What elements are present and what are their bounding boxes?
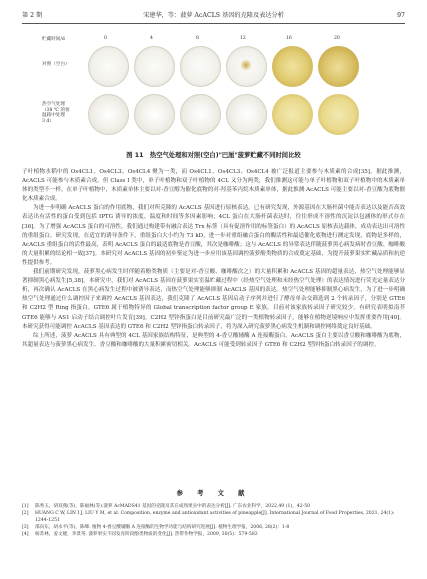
fruit-slice-control-day-20 bbox=[318, 46, 359, 87]
row-label-control: 对照（空白） bbox=[42, 62, 70, 67]
paragraph-1: 子叶植物水稻中的 Os4CL1、Os4CL3、Os4CL4 聚为一类，而 Os4CL1、Os4CL3、Os4CL4 被广泛报道主要参与木质素的合成[35]。据此推测，AcACLS 可能参与木质素合成。但 Class I 类中，单子叶植物和双子叶植物的 4CL 又分为两类，我们推测这可能与单子叶植物和双子叶植物中的木质素单体的类型不一样，在单子叶植物中，木质素单体主要以对-香豆醇为催化底物的对-羟基苯丙烷木质素单体，据此推测 AcACLS 可能主要以对-香豆酸为底物催化木质素合成。 bbox=[22, 169, 405, 203]
fruit-slice-control-day-4 bbox=[134, 46, 175, 87]
fruit-slice-control-day-16 bbox=[272, 46, 313, 87]
reference-item bbox=[22, 503, 405, 510]
fruit-slice-heat-day-4 bbox=[134, 94, 175, 135]
reference-number: [4] bbox=[22, 532, 29, 538]
fruit-slice-heat-day-20 bbox=[318, 94, 359, 135]
paragraph-4: 综上所述，菠萝 AcACLS 具有典型的 4CL 基因家族结构特征，是典型的 4-香豆酸辅酶 A 连接酶蛋白。AcACLS 蛋白主要以香豆酸和咖啡酸为底物，其超量表达与菠萝黑心病发生、香豆酸和咖啡酸的大量积累密切相关。AcACLS 可能受到转录因子 GTE6 和 C2H2 型锌指蛋白转录因子的调控。 bbox=[22, 332, 405, 348]
reference-text: 陈秀玉，胡双燕(等)，陈福林(等).菠萝 AcMADS41 基因的克隆及其在成熟果实中的表达分析[J]. 广东农业科学，2022,49 (1)，42-50 bbox=[35, 504, 311, 509]
running-header bbox=[22, 10, 405, 24]
paragraph-3: 我们前期研究发现，菠萝黑心病发生时伴随着酚类物质（主要是对-香豆酸、咖啡酸次之）的大量积累和 AcACLS 基因的超量表达，热空气处理能够显著抑制黑心病发生[5,38]。本研究中，我们对 AcACLS 基因在菠萝果实室温贮藏过程中（经热空气处理和未经热空气处理）的表达情况进行荧光定量表达分析，再次确认 AcACLS 在黑心病发生过程中被诱导表达，而热空气处理能够抑制 AcACLS 基因的表达。热空气处理能够抑制黑心病发生，为了进一步明确热空气处理通过什么调控因子来调控 AcACLS 基因表达，我们克隆了 AcACLS 基因启动子序列并进行了酵母单杂交筛选到 2 个转录因子，分别是 GTE6 和 C2H2 型 Ring 指蛋白。GTE6 属于植物特异的 Global transcription factor group E 家族，目前对该家族转录因子研究较少。有研究表明拟南芥 GTE6 能够与 AS1 启动子结合调控叶片发育[39]。C2H2 型锌指蛋白是目前研究最广泛的一类植物转录因子，能够在植物逆境响应中发挥重要作用[40]。本研究获得可能调控 AcACLS 基因表达的 GTE6 和 C2H2 型锌指蛋白转录因子，将为深入研究菠萝黑心病发生机制和调控网络奠定良好基础。 bbox=[22, 269, 405, 330]
reference-text: HUANG C W, LIN I J, LIU Y M, et al. Composition, enzyme and antioxidant activities of pineapple[J]. International Journal of Food Properties, 2021, 24(1): 1244-1251 bbox=[35, 511, 395, 524]
fruit-slice-control-day-8 bbox=[180, 46, 221, 87]
col-label-day-20: 20 bbox=[334, 36, 340, 41]
reference-number: [2] bbox=[22, 511, 29, 517]
reference-text: 杨苏林，姜文婕，李景英. 菠萝果实不同发育阶段酚类物质的变化[J]. 热带作物学报，2009, 30(5)：579-583 bbox=[35, 532, 258, 538]
fruit-slice-control-day-12 bbox=[226, 46, 267, 87]
col-label-day-8: 8 bbox=[196, 36, 199, 41]
page-number: 97 bbox=[397, 12, 405, 19]
col-label-day-0: 0 bbox=[104, 36, 107, 41]
fruit-slice-heat-day-8 bbox=[180, 94, 221, 135]
figure-11 bbox=[40, 34, 400, 146]
reference-item bbox=[22, 531, 405, 538]
col-label-day-16: 16 bbox=[286, 36, 292, 41]
references-list bbox=[22, 503, 405, 538]
issue-number: 第 2 期 bbox=[22, 12, 43, 19]
fruit-slice-heat-day-16 bbox=[272, 94, 313, 135]
reference-number: [3] bbox=[22, 525, 29, 531]
fruit-slice-heat-day-0 bbox=[88, 94, 129, 135]
reference-number: [1] bbox=[22, 504, 29, 509]
reference-text: 邵向东，胡永平(等)，陈峰. 植物 4-香豆酸辅酶 A 连接酶的生物学功能与结构研究进展[J]. 植物生理学报，2006, 28(2)：1-8 bbox=[35, 525, 290, 531]
row-label-heat-treatment: 热空气处理 （38 ℃ 的恒 温箱中处理 3 d） bbox=[42, 102, 70, 124]
figure-caption: 图 11 热空气处理和对照(空白)"巴厘"菠萝贮藏不同时间比较 bbox=[126, 152, 301, 159]
reference-item bbox=[22, 510, 405, 524]
running-title: 宋建华，等：菠萝 AcACLS 基因的克隆及表达分析 bbox=[143, 12, 284, 19]
fruit-slice-control-day-0 bbox=[88, 46, 129, 87]
col-label-day-12: 12 bbox=[240, 36, 246, 41]
col-label-day-4: 4 bbox=[150, 36, 153, 41]
storage-time-label: 贮藏时间/d bbox=[42, 37, 65, 42]
reference-item bbox=[22, 524, 405, 531]
article-body bbox=[22, 168, 405, 350]
paragraph-2: 为进一步明确 AcACLS 蛋白的作用底物，我们对所克隆的 AcACLS 基因进行原核表达。已有研究发现，外源基因在大肠杆菌中能否表达以及能否高效表达出有活性的蛋白受到包括 IPTG 诱导的浓度、温度和时间等多因素影响；4CL 蛋白在大肠杆菌表达时，往往形成不溶性的沉淀以包涵体的形式存在[36]。为了增强 AcACLS 蛋白的可溶性，我们通过构建带有融合表达 Trx 标签（具有促溶作用的标签蛋白）的 AcACLS 原核表达载体，成功表达出可溶性的重组蛋白。研究发现，在适宜的诱导条件下，重组蛋白大小约为 73 kD，进一步对重组融合蛋白的酶活性和最适催化底物进行测定发现，底物是多样的，AcACLS 重组蛋白的活性最高，表明 AcACLS 蛋白的最适底物是香豆酸，其次是咖啡酸；这与 AcACLS 的异常表达伴随菠萝黑心病发病时香豆酸、咖啡酸的大量积累的结论相一致[37]。本研究对 AcACLS 基因的初步鉴定为进一步应用该基因调控菠萝酚类物质的合成奠定基础，为提升菠萝果实贮藏品质和抗逆性提供参考。 bbox=[22, 205, 405, 266]
fruit-slice-heat-day-12 bbox=[226, 94, 267, 135]
references-heading: 参 考 文 献 bbox=[176, 490, 251, 497]
